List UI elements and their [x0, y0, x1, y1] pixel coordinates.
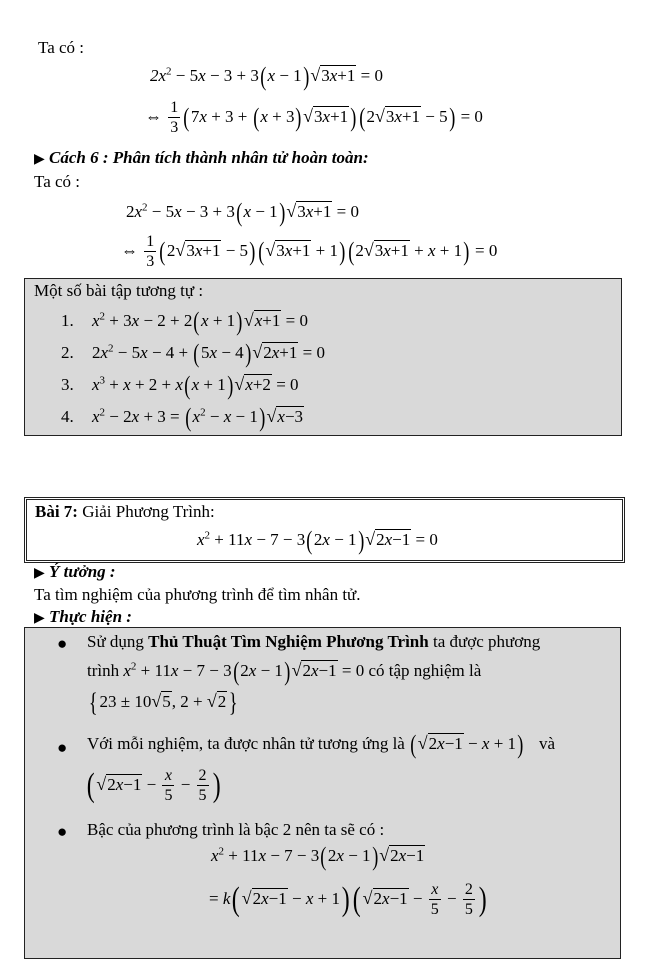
exercise-4: 4. $x^2 - 2x + 3 = (x^2 - x - 1)√x-3$: [61, 403, 304, 432]
implementation-heading: ▶ Thực hiện :: [34, 607, 132, 626]
exercise-3: 3. $x^3 + x + 2 + x(x + 1)√x+2 = 0$: [61, 371, 299, 400]
implementation-box: [24, 627, 621, 959]
equation-3: $2x^2 - 5x - 3 + 3(x - 1)√3x+1 = 0$: [126, 198, 359, 227]
problem7-box: [24, 497, 625, 563]
method6-heading: ▶ Cách 6 : Phân tích thành nhân tử hoàn toàn:: [34, 148, 369, 167]
solution-set: { 23 ± 10√5, 2 + √2 }: [88, 688, 238, 717]
bullet2-line1: Với mỗi nghiệm, ta được nhân tử tương ứng là (√2x−1 − x + 1) và: [87, 730, 555, 759]
bullet-icon: ●: [57, 738, 68, 757]
exercise-1: 1. $x^2 + 3x - 2 + 2(x + 1)√x+1 = 0$: [61, 307, 308, 336]
problem7-title: Bài 7: Giải Phương Trình:: [35, 502, 215, 521]
similar-title: Một số bài tập tương tự :: [34, 281, 204, 300]
bullet2-factor2: (√2x−1 − $\frac{x}{5}$ − $\frac{2}{5}$ ): [86, 767, 221, 804]
bullet3-equation2: = k(√2x−1 − x + 1)(√2x−1 − $\frac{x}{5}$ − $\frac{2}{5}$ ): [209, 881, 487, 918]
equation-4: ⇔ $\frac{1}{3}$ (2√3x+1 − 5) (√3x+1 + 1) (2√3x+1 + x + 1) = 0: [121, 233, 498, 270]
intro-text-1: Ta có :: [38, 38, 85, 57]
idea-text: Ta tìm nghiệm của phương trình để tìm nhân tử.: [34, 585, 361, 604]
idea-heading: ▶ Ý tưởng :: [34, 562, 116, 581]
bullet1-line2: trình $x^2 + 11x - 7 - 3(2x - 1)√2x-1 = 0$ có tập nghiệm là: [87, 657, 482, 686]
triangle-icon: ▶: [34, 152, 45, 167]
bullet1-line1: Sử dụng Thủ Thuật Tìm Nghiệm Phương Trình ta được phương: [87, 632, 541, 651]
intro-text-2: Ta có :: [34, 172, 81, 191]
bullet3-text: Bậc của phương trình là bậc 2 nên ta sẽ có :: [87, 820, 385, 839]
triangle-icon: ▶: [34, 566, 45, 581]
triangle-icon: ▶: [34, 611, 45, 626]
exercise-2: 2. $2x^2 - 5x - 4 + (5x - 4)√2x+1 = 0$: [61, 339, 325, 368]
bullet-icon: ●: [57, 822, 68, 841]
equation-1: $2x^2 - 5x - 3 + 3(x - 1)√3x+1 = 0$: [150, 62, 383, 91]
equation-2: ⇔ $\frac{1}{3}$ (7x + 3 + (x + 3)√3x+1) (2√3x+1 − 5) = 0: [145, 99, 483, 136]
bullet-icon: ●: [57, 634, 68, 653]
similar-exercises-box: [24, 278, 622, 436]
problem7-equation: $x^2 + 11x - 7 - 3(2x - 1)√2x-1 = 0$: [197, 526, 438, 555]
bullet3-equation1: $x^2 + 11x - 7 - 3(2x - 1)√2x-1$: [211, 842, 425, 871]
